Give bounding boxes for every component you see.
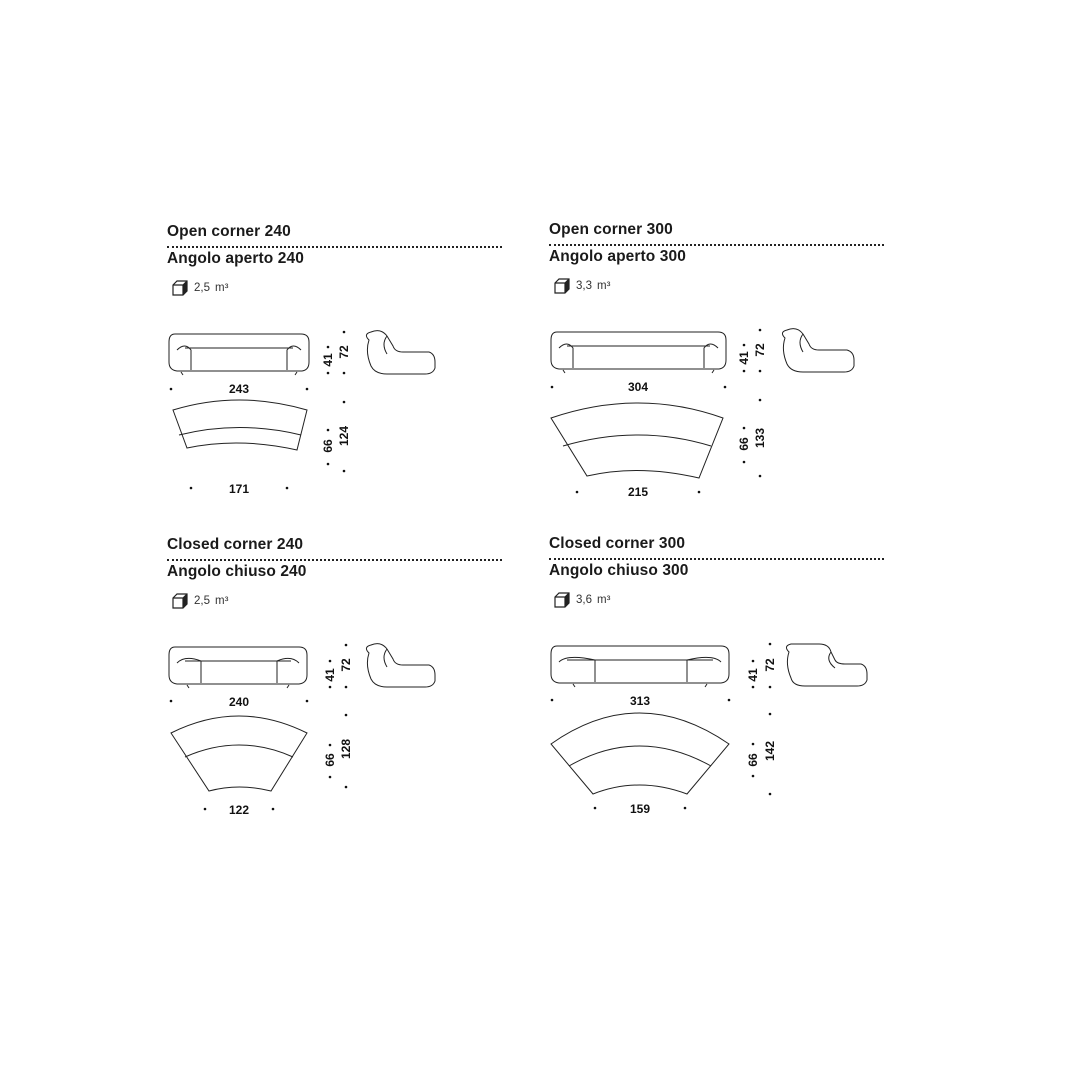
dim-dot [329,660,332,663]
total-height-label: 72 [337,345,351,359]
dim-dot [594,807,597,810]
back-width-label: 159 [629,802,651,816]
total-height-label: 72 [753,343,767,357]
seat-height-label: 41 [746,668,760,682]
title-italian: Angolo aperto 240 [167,250,304,267]
dim-dot [343,470,346,473]
dim-dot [170,700,173,703]
dim-dot [345,714,348,717]
dim-dot [327,372,330,375]
dim-dot [345,644,348,647]
dim-dot [743,344,746,347]
dim-dot [329,776,332,779]
total-depth-label: 128 [339,738,353,760]
dim-dot [759,475,762,478]
sofa-side-view [782,329,854,372]
front-width-label: 304 [627,380,649,394]
dim-dot [286,487,289,490]
dim-dot [576,491,579,494]
dim-dot [759,399,762,402]
total-height-label: 72 [339,658,353,672]
dim-dot [551,386,554,389]
seat-height-label: 41 [737,351,751,365]
back-width-label: 171 [228,482,250,496]
panel-closed-corner-240 [167,535,507,835]
sofa-front-view [169,647,307,688]
total-depth-label: 124 [337,425,351,447]
title-italian: Angolo aperto 300 [549,248,686,265]
front-width-label: 313 [629,694,651,708]
dim-dot [752,775,755,778]
dim-dot [190,487,193,490]
dim-dot [743,461,746,464]
dim-dot [343,401,346,404]
dim-dot [345,686,348,689]
seat-depth-label: 66 [737,437,751,451]
sofa-front-view [551,332,726,373]
dim-dot [759,329,762,332]
dim-dot [769,793,772,796]
dimension-drawing [549,534,889,834]
dim-dot [698,491,701,494]
dim-dot [743,427,746,430]
volume-value: 3,3 [576,280,592,292]
seat-height-label: 41 [321,353,335,367]
dim-dot [306,388,309,391]
dim-dot [170,388,173,391]
panel-open-corner-300 [549,220,889,520]
volume-value: 2,5 [194,595,210,607]
dim-dot [343,372,346,375]
sofa-front-view [551,646,729,687]
title-italian: Angolo chiuso 300 [549,562,689,579]
sofa-top-view [173,400,307,450]
title-english: Open corner 240 [167,223,291,240]
sofa-side-view [786,644,867,686]
panel-closed-corner-300 [549,534,889,834]
total-depth-label: 133 [753,427,767,449]
total-depth-label: 142 [763,740,777,762]
dimension-drawing [549,220,889,520]
title-english: Closed corner 300 [549,535,686,552]
title-italian: Angolo chiuso 240 [167,563,307,580]
dim-dot [724,386,727,389]
dim-dot [769,686,772,689]
dim-dot [272,808,275,811]
front-width-label: 243 [228,382,250,396]
back-width-label: 122 [228,803,250,817]
seat-height-label: 41 [323,668,337,682]
sofa-top-view [171,716,307,791]
volume-unit: m³ [597,280,611,292]
dim-dot [759,370,762,373]
sofa-top-view [551,403,723,478]
title-english: Open corner 300 [549,221,673,238]
dim-dot [743,370,746,373]
dim-dot [343,331,346,334]
front-width-label: 240 [228,695,250,709]
dim-dot [327,346,330,349]
volume-value: 2,5 [194,282,210,294]
seat-depth-label: 66 [321,439,335,453]
volume-unit: m³ [215,595,229,607]
dim-dot [306,700,309,703]
sofa-side-view [366,644,435,687]
seat-depth-label: 66 [746,753,760,767]
sofa-side-view [366,331,435,374]
back-width-label: 215 [627,485,649,499]
dim-dot [684,807,687,810]
dim-dot [752,660,755,663]
dim-dot [769,713,772,716]
seat-depth-label: 66 [323,753,337,767]
dim-dot [204,808,207,811]
sofa-top-view [551,713,729,794]
sofa-front-view [169,334,309,375]
dim-dot [345,786,348,789]
dim-dot [327,463,330,466]
dim-dot [752,743,755,746]
dimension-drawing [167,222,507,522]
dim-dot [329,686,332,689]
dimension-drawing [167,535,507,835]
volume-unit: m³ [597,594,611,606]
title-english: Closed corner 240 [167,536,304,553]
panel-open-corner-240 [167,222,507,522]
total-height-label: 72 [763,658,777,672]
volume-value: 3,6 [576,594,592,606]
dim-dot [551,699,554,702]
dim-dot [728,699,731,702]
dim-dot [329,744,332,747]
dim-dot [769,643,772,646]
dim-dot [327,429,330,432]
volume-unit: m³ [215,282,229,294]
dim-dot [752,686,755,689]
